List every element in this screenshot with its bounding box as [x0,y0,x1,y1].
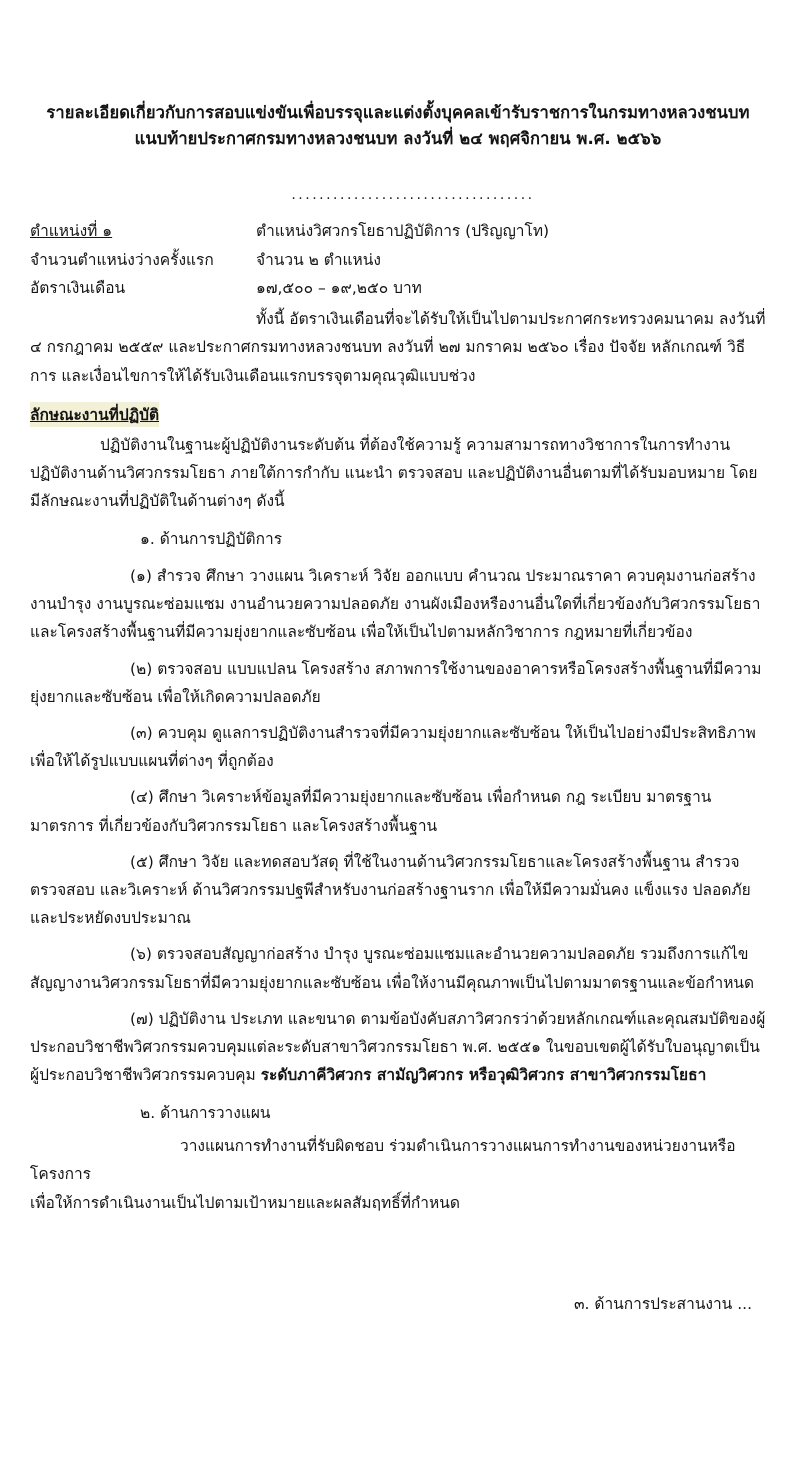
title-line-2: แนบท้ายประกาศกรมทางหลวงชนบท ลงวันที่ ๒๔ พฤศจิกายน พ.ศ. ๒๕๖๖ [134,128,662,148]
section-intro-paragraph: ปฏิบัติงานในฐานะผู้ปฏิบัติงานระดับต้น ที่ต้องใช้ความรู้ ความสามารถทางวิชาการในการทำงาน ปฏิบัติงานด้านวิศวกรรมโยธา ภายใต้การกำกับ แนะนำ ตรวจสอบ และปฏิบัติงานอื่นตามที่ได้รับมอบหมาย โดยมีลักษณะงานที่ปฏิบัติในด้านต่างๆ ดังนี้ [30,435,758,511]
bottom-spacer [30,1316,766,1406]
dotted-separator: ................................... [291,187,535,204]
field-row-position [30,217,766,246]
field-row-salary [30,274,766,303]
field-value-position: ตำแหน่งวิศวกรโยธาปฏิบัติการ (ปริญญาโท) [256,222,550,241]
duty-item: (๑) สำรวจ ศึกษา วางแผน วิเคราะห์ วิจัย ออกแบบ คำนวณ ประมาณราคา ควบคุมงานก่อสร้าง งานบำรุง งานบูรณะซ่อมแซม งานอำนวยความปลอดภัย งานผังเมืองหรืองานอื่นใดที่เกี่ยวข้องกับวิศวกรรมโยธา และโครงสร้างพื้นฐานที่มีความยุ่งยากและซับซ้อน เพื่อให้เป็นไปตามหลักวิชาการ กฎหมายที่เกี่ยวข้อง [30,567,761,642]
duty-item: (๔) ศึกษา วิเคราะห์ข้อมูลที่มีความยุ่งยากและซับซ้อน เพื่อกำหนด กฎ ระเบียบ มาตรฐาน มาตรการ ที่เกี่ยวข้องกับวิศวกรรมโยธา และโครงสร้างพื้นฐาน [30,788,712,835]
duty-item: (๒) ตรวจสอบ แบบแปลน โครงสร้าง สภาพการใช้งานของอาคารหรือโครงสร้างพื้นฐานที่มีความยุ่งยากและซับซ้อน เพื่อให้เกิดความปลอดภัย [30,659,762,706]
planning-paragraph-line-1: วางแผนการทำงานที่รับผิดชอบ ร่วมดำเนินการวางแผนการทำงานของหน่วยงานหรือโครงการ [30,1137,736,1184]
field-label-vacancies: จำนวนตำแหน่งว่างครั้งแรก [30,250,214,269]
footer-continuation-note: ๓. ด้านการประสานงาน ... [573,1294,752,1313]
duty-item: (๕) ศึกษา วิจัย และทดสอบวัสดุ ที่ใช้ในงานด้านวิศวกรรมโยธาและโครงสร้างพื้นฐาน สำรวจ ตรวจสอบ และวิเคราะห์ ด้านวิศวกรรมปฐพีสำหรับงานก่อสร้างฐานราก เพื่อให้มีความมั่นคง แข็งแรง ปลอดภัยและประหยัดงบประมาณ [30,852,751,928]
salary-note-paragraph: ทั้งนี้ อัตราเงินเดือนที่จะได้รับให้เป็นไปตามประกาศกระทรวงคมนาคม ลงวันที่ ๔ กรกฎาคม ๒๕๕๙ และประกาศกรมทางหลวงชนบท ลงวันที่ ๒๗ มกราคม ๒๕๖๐ เรื่อง ปัจจัย หลักเกณฑ์ วิธีการ และเงื่อนไขการให้ได้รับเงินเดือนแรกบรรจุตามคุณวุฒิแบบช่วง [30,310,766,385]
duty-item-seven [30,1005,766,1090]
duty-item: (๖) ตรวจสอบสัญญาก่อสร้าง บำรุง บูรณะซ่อมแซมและอำนวยความปลอดภัย รวมถึงการแก้ไขสัญญางานวิศวกรรมโยธาที่มีความยุ่งยากและซับซ้อน เพื่อให้งานมีคุณภาพเป็นไปตามมาตรฐานและข้อกำหนด [30,945,755,992]
duty-item-seven-bold: ระดับภาคีวิศวกร สามัญวิศวกร หรือวุฒิวิศวกร สาขาวิศวกรรมโยธา [260,1066,707,1085]
group-heading-planning: ๒. ด้านการวางแผน [140,1104,271,1123]
page-title [30,100,766,151]
field-value-salary: ๑๗,๕๐๐ – ๑๙,๒๕๐ บาท [256,279,422,298]
field-label-salary: อัตราเงินเดือน [30,279,126,298]
field-label-position: ตำแหน่งที่ ๑ [30,222,113,241]
title-line-1: รายละเอียดเกี่ยวกับการสอบแข่งขันเพื่อบรรจุและแต่งตั้งบุคคลเข้ารับราชการในกรมทางหลวงชนบท [46,103,750,122]
group-heading-operations: ๑. ด้านการปฏิบัติการ [140,530,283,549]
field-value-vacancies: จำนวน ๒ ตำแหน่ง [256,250,381,269]
section-heading-wrap [30,390,766,429]
planning-paragraph-line-2: เพื่อให้การดำเนินงานเป็นไปตามเป้าหมายและผลสัมฤทธิ์ที่กำหนด [30,1193,460,1212]
duty-item-seven-text: (๗) ปฏิบัติงาน ประเภท และขนาด ตามข้อบังคับสภาวิศวกรว่าด้วยหลักเกณฑ์และคุณสมบัติของผู้ประกอบวิชาชีพวิศวกรรมควบคุมแต่ละระดับสาขาวิศวกรรมโยธา พ.ศ. ๒๕๕๑ ในขอบเขตผู้ได้รับใบอนุญาตเป็นผู้ประกอบวิชาชีพวิศวกรรมควบคุม [30,1009,766,1085]
duty-item: (๓) ควบคุม ดูแลการปฏิบัติงานสำรวจที่มีความยุ่งยากและซับซ้อน ให้เป็นไปอย่างมีประสิทธิภาพ เพื่อให้ได้รูปแบบแผนที่ต่างๆ ที่ถูกต้อง [30,724,756,771]
section-heading-duties: ลักษณะงานที่ปฏิบัติ [30,402,159,427]
field-row-vacancies [30,246,766,275]
